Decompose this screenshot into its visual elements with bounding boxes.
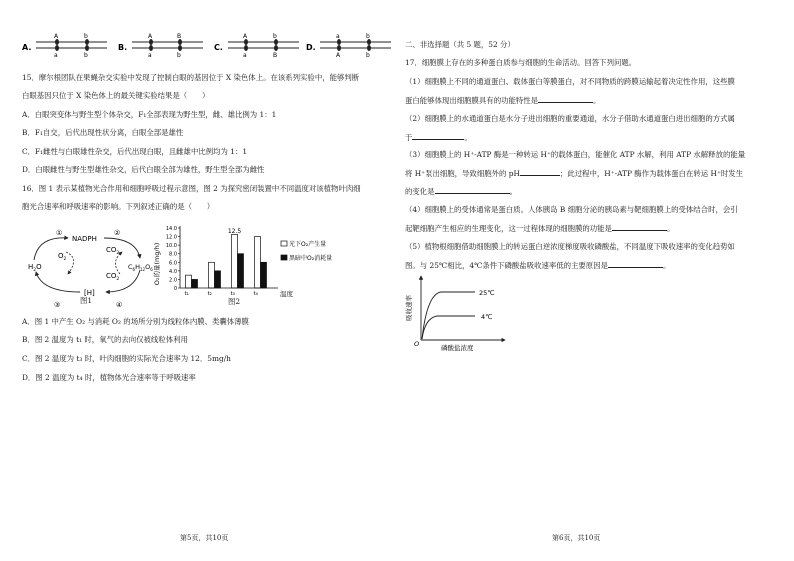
chrom-option-a-letter: A.: [22, 43, 32, 52]
q17-sub3-text3: 的变化是: [405, 187, 435, 196]
answer-blank-5[interactable]: [612, 223, 667, 231]
chrom-d-bot-1: A: [336, 52, 341, 59]
chrom-a-top-1: A: [54, 33, 59, 40]
q15-stem-line2: 白眼基因只位于 X 染色体上的最关键实验结果是（ ）: [22, 91, 210, 100]
chrom-a-bot-2: b: [84, 52, 88, 59]
fig1-nadph: NADPH: [72, 235, 97, 243]
curve-4c: [422, 316, 475, 339]
q17-sub3-text: 将 H⁺泵出细胞，导致细胞外的 pH: [405, 169, 520, 178]
q17-sub2-line2: [405, 132, 472, 143]
q16-option-c: C．图 2 温度为 t₃ 时，叶肉细胞的实际光合速率为 12．5mg/h: [22, 354, 231, 363]
q16-stem-line1: 16．图 1 表示某植物光合作用和细胞呼吸过程示意图，图 2 为探究密闭装置中不同温度对该植物叶肉细: [22, 184, 361, 193]
fig1-circle-1: ①: [56, 229, 63, 237]
figure-2-bar-chart: [150, 222, 360, 302]
bar-o2-consumed-1: [192, 279, 198, 288]
bar-o2-consumed-4: [261, 262, 267, 288]
q17-sub5-line2: [405, 260, 670, 271]
y-tick-label: 14.0: [165, 226, 177, 232]
fig1-glucose: $C_6H_{12}O_6$: [128, 263, 153, 272]
y-tick-label: 12.0: [165, 234, 177, 241]
chrom-option-d: [306, 33, 391, 59]
chart-ylabel: O₂的量(mg/h): [153, 242, 161, 286]
bar-o2-consumed-3: [238, 254, 244, 288]
answer-blank-1[interactable]: [538, 95, 593, 103]
q15-option-c: C．F₁雌性与白眼雄性杂交，后代出现白眼，且雌雄中比例均为 1：1: [22, 147, 248, 156]
x-tick-label: t₁: [184, 291, 189, 297]
graph-xlabel: 磷酸盐浓度: [441, 344, 474, 352]
q17-sub1-line2: [405, 95, 600, 106]
chrom-option-c-letter: C.: [214, 43, 223, 52]
chrom-c-bot-2: B: [273, 52, 278, 59]
q17-sub4-text: 起靶细胞产生相应的生理变化，这一过程体现的细胞膜的功能是: [405, 224, 612, 233]
q17-sub3-text2: ；此过程中，H⁺-ATP 酶作为载体蛋白在转运 H⁺时发生: [559, 169, 744, 178]
q17-sub2-text: 于: [405, 133, 413, 142]
figure-1-diagram: [28, 222, 163, 312]
fig1-circle-4: ④: [116, 301, 123, 309]
chrom-option-c: [214, 33, 299, 59]
answer-blank-4[interactable]: [435, 186, 510, 194]
fig1-circle-3: ③: [54, 301, 61, 309]
q16-option-d: D．图 2 温度为 t₄ 时，植物体光合速率等于呼吸速率: [22, 373, 196, 382]
q17-sub4-end: 。: [666, 224, 675, 233]
fig1-circle-2: ②: [114, 229, 121, 237]
bar-o2-produced-2: [209, 262, 215, 288]
q17-sub3-line3: [405, 186, 517, 197]
legend-swatch-light: [281, 241, 287, 246]
answer-blank-6[interactable]: [608, 260, 663, 268]
graph-label-4c: 4℃: [481, 313, 493, 321]
chromosome-options: [0, 32, 397, 92]
q15-option-b: B．F₁自交，后代出现性状分离，白眼全部是雄性: [22, 128, 184, 137]
legend-label-light: 光下O₂产生量: [289, 241, 327, 248]
page-footer-right: 第6页，共10页: [552, 534, 601, 542]
fig1-o2: $O_2$: [58, 252, 67, 262]
figure-1-label: 图1: [80, 296, 93, 305]
fig1-co2-bottom: $CO_2$: [106, 272, 120, 282]
chrom-d-top-2: b: [366, 33, 370, 40]
chrom-c-bot-1: a: [243, 52, 247, 59]
q15-option-d: D．白眼雌性与野生型雄性杂交，后代白眼全部为雄性，野生型全部为雌性: [22, 165, 265, 174]
q16-option-a: A．图 1 中产生 O₂ 与消耗 O₂ 的场所分别为线粒体内膜、类囊体薄膜: [22, 317, 249, 326]
q15-option-a: A．白眼突变体与野生型个体杂交，F₁全部表现为野生型，雌、雄比例为 1：1: [22, 110, 277, 119]
chart-legend: [281, 240, 332, 262]
chrom-a-top-2: b: [84, 33, 88, 40]
chrom-b-bot-2: b: [177, 52, 181, 59]
y-tick-label: 8.0: [169, 251, 177, 258]
chrom-option-a: [22, 33, 107, 59]
q17-sub3-line1: （3）细胞膜上的 H⁺-ATP 酶是一种转运 H⁺的载体蛋白，能催化 ATP 水解，利用 ATP 水解释放的能量: [405, 150, 746, 159]
absorption-rate-graph: [401, 272, 511, 352]
q17-sub1-line1: （1）细胞膜上不同的通道蛋白、载体蛋白等膜蛋白，对不同物质的跨膜运输起着决定性作用，这些膜: [405, 77, 735, 86]
chrom-c-top-1: A: [243, 33, 248, 40]
q17-sub1-end: 。: [593, 96, 601, 105]
y-tick-label: 0: [173, 286, 177, 292]
graph-label-25c: 25℃: [479, 289, 495, 297]
chrom-b-bot-1: a: [148, 52, 152, 59]
q17-sub2-line1: （2）细胞膜上的水通道蛋白是水分子进出细胞的重要通道，水分子借助水通道蛋白进出细胞的方式属: [405, 114, 735, 123]
chart-x-ticks: [185, 291, 259, 297]
q17-sub3-end: 。: [509, 187, 517, 196]
chrom-c-top-2: b: [273, 33, 277, 40]
bar-o2-consumed-2: [215, 271, 221, 288]
chart-y-ticks: [166, 226, 180, 292]
q17-sub2-end: 。: [464, 133, 472, 142]
graph-origin: O: [414, 340, 420, 348]
chrom-a-bot-1: a: [54, 52, 58, 59]
y-tick-label: 10.0: [165, 243, 177, 250]
section-heading: 二、非选择题（共 5 题，52 分）: [405, 40, 515, 49]
fig1-h2o: $H_2O$: [28, 263, 42, 273]
q16-option-b: B．图 2 温度为 t₁ 时，氧气的去向仅被线粒体利用: [22, 335, 188, 344]
bar-o2-produced-1: [186, 275, 192, 288]
fig1-h: [H]: [84, 289, 95, 297]
chrom-d-top-1: a: [336, 33, 340, 40]
q16-stem-line2: 胞光合速率和呼吸速率的影响。下列叙述正确的是（ ）: [22, 202, 215, 211]
q17-sub5-text: 图。与 25℃相比，4℃条件下磷酸盐吸收速率低的主要原因是: [405, 261, 608, 270]
chrom-b-top-1: A: [148, 33, 153, 40]
bar-o2-produced-4: [255, 237, 261, 288]
q17-sub4-line1: （4）细胞膜上的受体通常是蛋白质。人体胰岛 B 细胞分泌的胰岛素与靶细胞膜上的受体结合时，会引: [405, 205, 738, 214]
chrom-option-b: [118, 33, 203, 59]
chrom-b-top-2: B: [177, 33, 182, 40]
page-footer-left: 第5页，共10页: [180, 534, 229, 542]
q17-sub5-end: 。: [662, 261, 671, 270]
chrom-option-d-letter: D.: [306, 43, 316, 52]
graph-ylabel: 吸收速率: [405, 295, 413, 321]
curve-25c: [422, 292, 475, 339]
x-tick-label: t₄: [253, 291, 258, 297]
x-tick-label: t₂: [207, 291, 212, 297]
legend-label-dark: 黑暗中O₂消耗量: [289, 255, 333, 262]
chart-xlabel: 温度: [280, 290, 293, 298]
x-tick-label: t₃: [230, 291, 235, 297]
chrom-d-bot-2: b: [366, 52, 370, 59]
legend-swatch-dark: [281, 255, 287, 260]
y-tick-label: 6.0: [169, 260, 177, 267]
chart-annotation-12-5: 12.5: [227, 227, 242, 235]
q17-sub1-text: 蛋白能够体现出细胞膜具有的功能特性是: [405, 96, 539, 105]
fig1-co2-top: $CO_2$: [106, 246, 120, 256]
answer-blank-2[interactable]: [412, 132, 464, 140]
answer-blank-3[interactable]: [520, 168, 560, 176]
q17-stem: 17．细胞膜上存在的多种蛋白质参与细胞的生命活动。回答下列问题。: [405, 58, 637, 67]
y-tick-label: 4.0: [169, 268, 177, 275]
bar-o2-produced-3: [232, 234, 238, 288]
y-tick-label: 2.0: [169, 277, 177, 284]
q17-sub5-line1: （5）植物根细胞借助细胞膜上的转运蛋白逆浓度梯度吸收磷酸盐，不同温度下吸收速率的变化趋势如: [405, 242, 735, 251]
right-page: [397, 0, 794, 561]
q17-sub4-line2: [405, 223, 674, 234]
chart-bars: [186, 234, 267, 288]
figure-2-label: 图2: [228, 297, 241, 306]
q15-stem-line1: 15．摩尔根团队在果蝇杂交实验中发现了控制白眼的基因位于 X 染色体上。在该系列实验中，能够判断: [22, 73, 360, 82]
chrom-option-b-letter: B.: [118, 43, 128, 52]
q17-sub3-line2: [405, 168, 743, 179]
